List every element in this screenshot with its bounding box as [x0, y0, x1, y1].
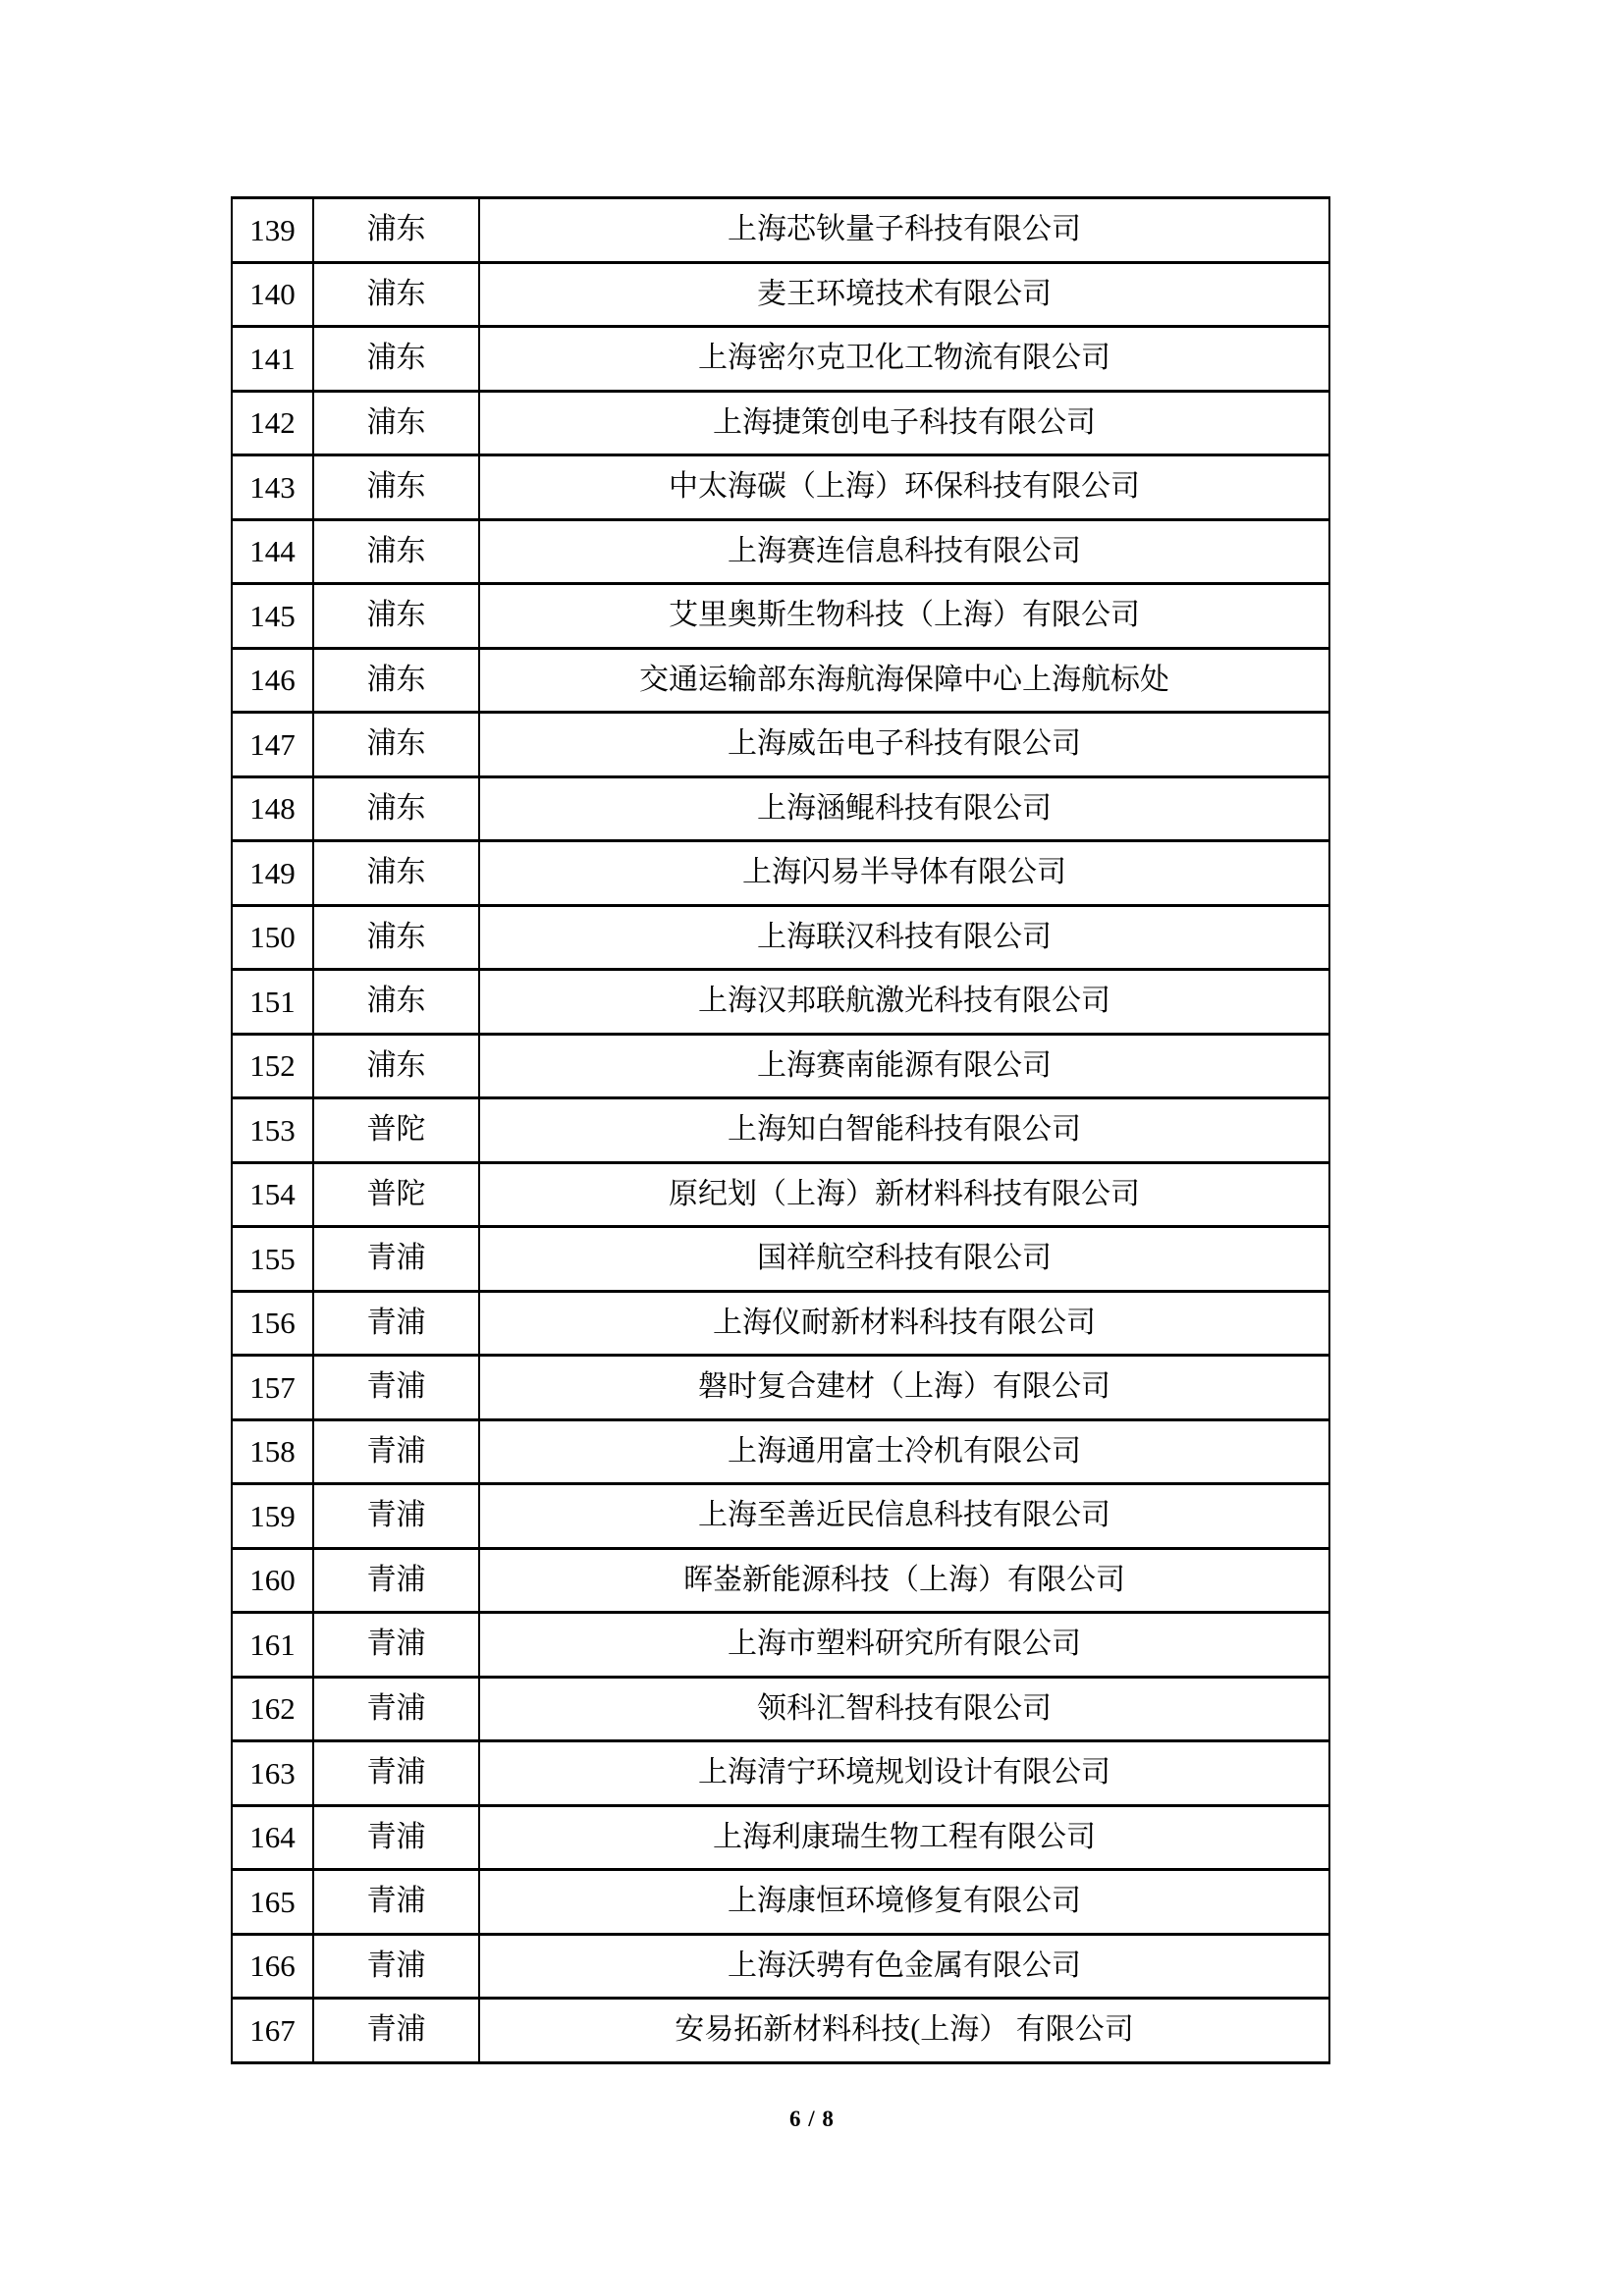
- row-number-cell: 147: [232, 713, 313, 777]
- district-cell: 青浦: [313, 1291, 479, 1356]
- table-row: [232, 1034, 1329, 1098]
- row-number-cell: 159: [232, 1484, 313, 1549]
- table-row: [232, 841, 1329, 906]
- table-row: [232, 970, 1329, 1035]
- district-cell: 青浦: [313, 1613, 479, 1678]
- table-row: [232, 1419, 1329, 1484]
- row-number-cell: 139: [232, 198, 313, 263]
- table-row: [232, 1484, 1329, 1549]
- table-row: [232, 1227, 1329, 1292]
- district-cell: 浦东: [313, 648, 479, 713]
- district-cell: 青浦: [313, 1356, 479, 1420]
- row-number-cell: 158: [232, 1419, 313, 1484]
- table-row: [232, 1741, 1329, 1806]
- table-row: [232, 327, 1329, 392]
- row-number-cell: 149: [232, 841, 313, 906]
- district-cell: 青浦: [313, 1227, 479, 1292]
- district-cell: 青浦: [313, 1677, 479, 1741]
- row-number-cell: 164: [232, 1805, 313, 1870]
- company-name-cell: 上海知白智能科技有限公司: [479, 1098, 1329, 1163]
- row-number-cell: 150: [232, 905, 313, 970]
- company-name-cell: 上海通用富士冷机有限公司: [479, 1419, 1329, 1484]
- row-number-cell: 161: [232, 1613, 313, 1678]
- company-name-cell: 上海涵鲲科技有限公司: [479, 776, 1329, 841]
- table-row: [232, 262, 1329, 327]
- company-name-cell: 领科汇智科技有限公司: [479, 1677, 1329, 1741]
- company-name-cell: 上海市塑料研究所有限公司: [479, 1613, 1329, 1678]
- row-number-cell: 166: [232, 1934, 313, 1999]
- table-row: [232, 1356, 1329, 1420]
- company-table: [231, 196, 1330, 2064]
- row-number-cell: 165: [232, 1870, 313, 1935]
- district-cell: 青浦: [313, 1805, 479, 1870]
- table-row: [232, 648, 1329, 713]
- table-row: [232, 1934, 1329, 1999]
- district-cell: 浦东: [313, 455, 479, 520]
- company-name-cell: 上海芯钬量子科技有限公司: [479, 198, 1329, 263]
- company-name-cell: 上海康恒环境修复有限公司: [479, 1870, 1329, 1935]
- row-number-cell: 145: [232, 584, 313, 649]
- row-number-cell: 160: [232, 1548, 313, 1613]
- row-number-cell: 141: [232, 327, 313, 392]
- row-number-cell: 152: [232, 1034, 313, 1098]
- table-row: [232, 198, 1329, 263]
- row-number-cell: 153: [232, 1098, 313, 1163]
- company-name-cell: 上海清宁环境规划设计有限公司: [479, 1741, 1329, 1806]
- company-name-cell: 上海赛南能源有限公司: [479, 1034, 1329, 1098]
- district-cell: 浦东: [313, 391, 479, 455]
- company-name-cell: 上海捷策创电子科技有限公司: [479, 391, 1329, 455]
- company-name-cell: 上海沃骋有色金属有限公司: [479, 1934, 1329, 1999]
- table-row: [232, 1162, 1329, 1227]
- company-name-cell: 上海至善近民信息科技有限公司: [479, 1484, 1329, 1549]
- table-row: [232, 905, 1329, 970]
- company-name-cell: 上海联汉科技有限公司: [479, 905, 1329, 970]
- company-name-cell: 上海威缶电子科技有限公司: [479, 713, 1329, 777]
- row-number-cell: 155: [232, 1227, 313, 1292]
- company-name-cell: 安易拓新材料科技(上海） 有限公司: [479, 1999, 1329, 2063]
- district-cell: 浦东: [313, 970, 479, 1035]
- table-row: [232, 1870, 1329, 1935]
- company-name-cell: 磐时复合建材（上海）有限公司: [479, 1356, 1329, 1420]
- table-row: [232, 584, 1329, 649]
- company-table-body: [232, 198, 1329, 2063]
- row-number-cell: 162: [232, 1677, 313, 1741]
- district-cell: 普陀: [313, 1162, 479, 1227]
- row-number-cell: 140: [232, 262, 313, 327]
- row-number-cell: 151: [232, 970, 313, 1035]
- company-name-cell: 交通运输部东海航海保障中心上海航标处: [479, 648, 1329, 713]
- company-name-cell: 国祥航空科技有限公司: [479, 1227, 1329, 1292]
- table-row: [232, 519, 1329, 584]
- district-cell: 浦东: [313, 519, 479, 584]
- page-footer: [0, 2107, 1624, 2132]
- district-cell: 青浦: [313, 1419, 479, 1484]
- district-cell: 浦东: [313, 198, 479, 263]
- table-row: [232, 1677, 1329, 1741]
- district-cell: 普陀: [313, 1098, 479, 1163]
- district-cell: 浦东: [313, 713, 479, 777]
- district-cell: 浦东: [313, 584, 479, 649]
- row-number-cell: 142: [232, 391, 313, 455]
- table-row: [232, 1548, 1329, 1613]
- company-name-cell: 麦王环境技术有限公司: [479, 262, 1329, 327]
- table-row: [232, 1613, 1329, 1678]
- row-number-cell: 144: [232, 519, 313, 584]
- table-row: [232, 1291, 1329, 1356]
- company-name-cell: 上海汉邦联航激光科技有限公司: [479, 970, 1329, 1035]
- district-cell: 青浦: [313, 1934, 479, 1999]
- row-number-cell: 167: [232, 1999, 313, 2063]
- row-number-cell: 157: [232, 1356, 313, 1420]
- page-number: 6 / 8: [789, 2107, 835, 2131]
- district-cell: 浦东: [313, 841, 479, 906]
- company-name-cell: 原纪划（上海）新材料科技有限公司: [479, 1162, 1329, 1227]
- table-row: [232, 713, 1329, 777]
- district-cell: 浦东: [313, 776, 479, 841]
- table-row: [232, 1098, 1329, 1163]
- company-name-cell: 艾里奥斯生物科技（上海）有限公司: [479, 584, 1329, 649]
- company-name-cell: 晖崟新能源科技（上海）有限公司: [479, 1548, 1329, 1613]
- district-cell: 青浦: [313, 1741, 479, 1806]
- row-number-cell: 148: [232, 776, 313, 841]
- company-name-cell: 上海密尔克卫化工物流有限公司: [479, 327, 1329, 392]
- district-cell: 青浦: [313, 1870, 479, 1935]
- company-name-cell: 上海利康瑞生物工程有限公司: [479, 1805, 1329, 1870]
- table-row: [232, 455, 1329, 520]
- table-row: [232, 391, 1329, 455]
- district-cell: 青浦: [313, 1484, 479, 1549]
- district-cell: 浦东: [313, 327, 479, 392]
- district-cell: 浦东: [313, 262, 479, 327]
- district-cell: 青浦: [313, 1548, 479, 1613]
- row-number-cell: 156: [232, 1291, 313, 1356]
- company-name-cell: 中太海碳（上海）环保科技有限公司: [479, 455, 1329, 520]
- row-number-cell: 143: [232, 455, 313, 520]
- row-number-cell: 163: [232, 1741, 313, 1806]
- company-name-cell: 上海赛连信息科技有限公司: [479, 519, 1329, 584]
- table-row: [232, 1805, 1329, 1870]
- district-cell: 青浦: [313, 1999, 479, 2063]
- district-cell: 浦东: [313, 905, 479, 970]
- row-number-cell: 154: [232, 1162, 313, 1227]
- company-name-cell: 上海仪耐新材料科技有限公司: [479, 1291, 1329, 1356]
- table-row: [232, 1999, 1329, 2063]
- company-name-cell: 上海闪易半导体有限公司: [479, 841, 1329, 906]
- district-cell: 浦东: [313, 1034, 479, 1098]
- row-number-cell: 146: [232, 648, 313, 713]
- table-row: [232, 776, 1329, 841]
